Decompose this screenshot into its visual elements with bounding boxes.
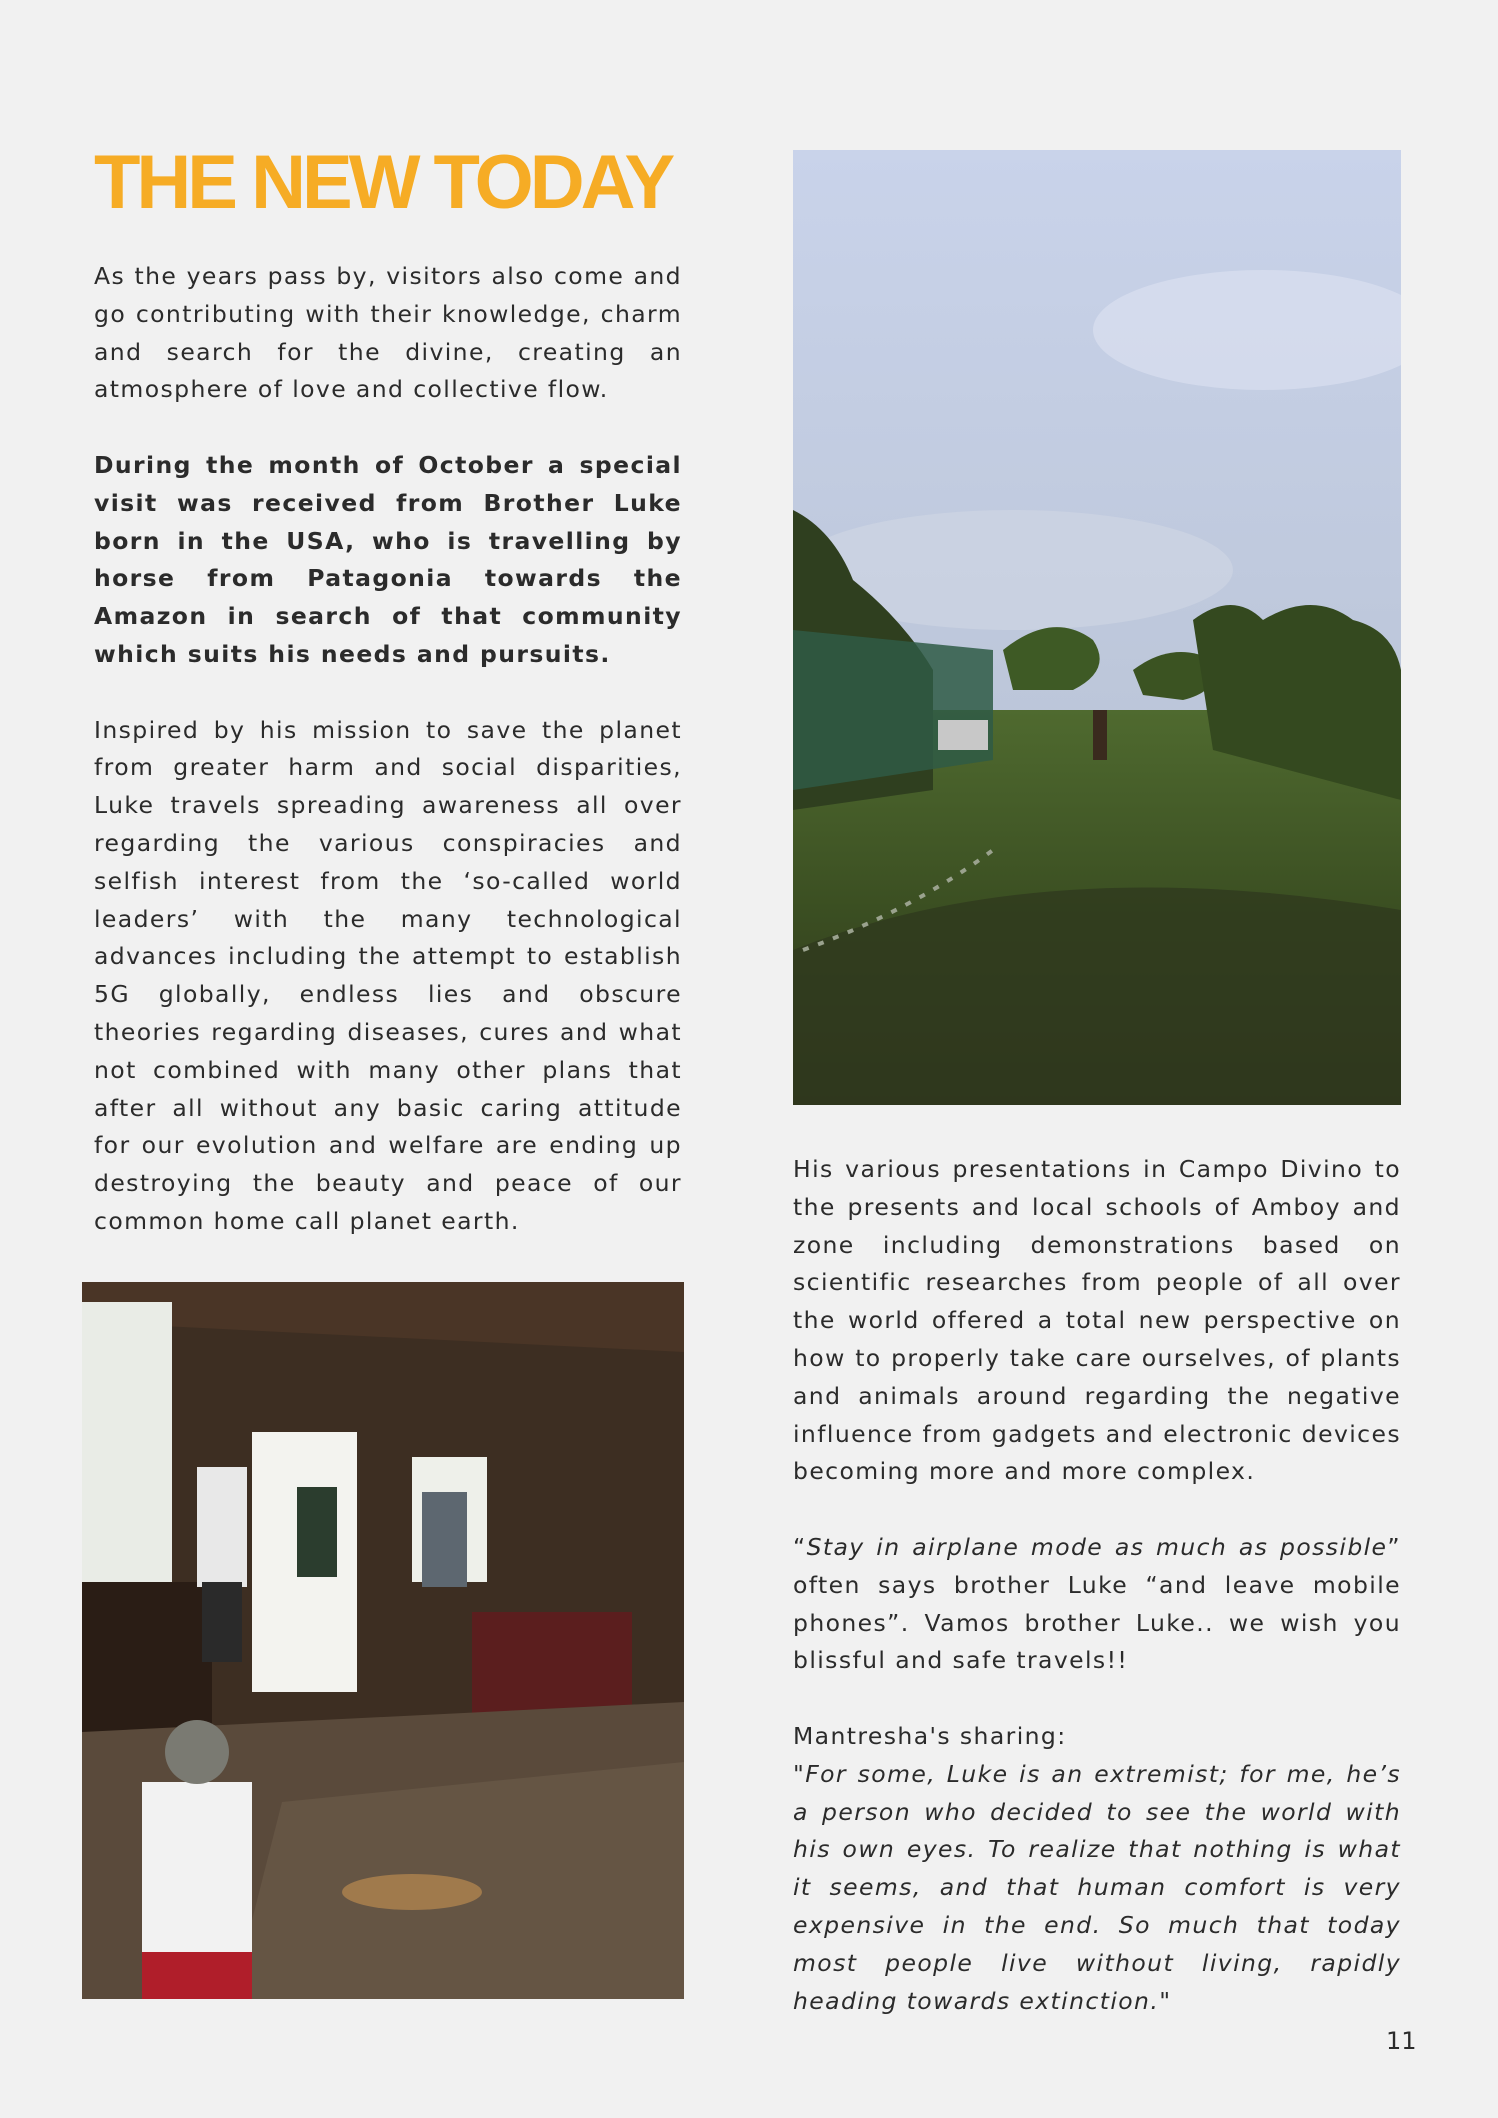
quote-rest: ” often says brother Luke “and leave mobile phones”. Vamos brother Luke.. we wish you blissful and safe travels!! (793, 1532, 1401, 1675)
sharing-quote: "For some, Luke is an extremist; for me, he’s a person who decided to see the world with his own eyes. To realize that nothing is what it seems, and that human comfort is very expensive in the end. So much that today most people live without living, rapidly heading towards extinction." (793, 1759, 1401, 2015)
page-title: THE NEW TODAY (94, 140, 672, 225)
photo-interior-people (82, 1282, 684, 1999)
sharing-label: Mantresha's sharing: (793, 1721, 1067, 1750)
left-column-text (94, 258, 682, 1241)
paragraph-intro: As the years pass by, visitors also come and go contributing with their knowledge, charm and search for the divine, creating an atmosphere of love and collective flow. (94, 262, 682, 404)
paragraph-luke-visit: During the month of October a special visit was received from Brother Luke born in the USA, who is travelling by horse from Patagonia towards the Amazon in search of that community which suits his needs and pursuits. (94, 450, 682, 668)
paragraph-presentations: His various presentations in Campo Divino to the presents and local schools of Amboy and zone including demonstrations based on scientific researches from people of all over the world offered a total new perspective on how to properly take care ourselves, of plants and animals around regarding the negative influence from gadgets and electronic devices becoming more and more complex. (793, 1155, 1401, 1486)
paragraph-mission: Inspired by his mission to save the planet from greater harm and social disparities, Luke travels spreading awareness all over regarding the various conspiracies and selfish interest from the ‘so-called world leaders’ with the many technological advances including the attempt to establish 5G globally, endless lies and obscure theories regarding diseases, cures and what not combined with many other plans that after all without any basic caring attitude for our evolution and welfare are ending up destroying the beauty and peace of our common home call planet earth. (94, 715, 682, 1235)
quote-open: “ (793, 1532, 807, 1561)
page-number: 11 (1386, 2027, 1417, 2055)
paragraph-quote (793, 1529, 1401, 1680)
right-column-text (793, 1151, 1401, 2020)
quote-italic: Stay in airplane mode as much as possible (806, 1532, 1388, 1561)
photo-field-horse (793, 150, 1401, 1105)
